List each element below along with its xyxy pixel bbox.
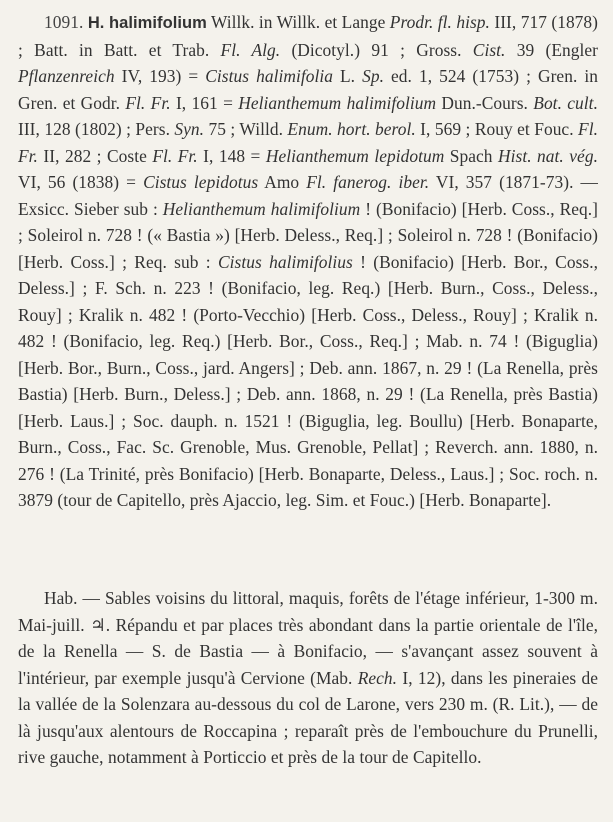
italic-citation-text: Helianthemum lepidotum <box>265 145 445 166</box>
citation-text: Willk. in Willk. et Lange <box>206 12 390 32</box>
species-name: H. halimifolium <box>87 14 207 32</box>
italic-citation-text: Cistus halimifolia <box>205 66 333 86</box>
citation-text: I, 161 = <box>170 92 239 113</box>
citation-text: . Répandu et par places très abondant dans la partie orientale de l'île, de la Renella — S. de Bastia — à Bonifacio, — s'avançant assez souvent à l'intérieur, par exemple jusqu'à Cervione (Mab. <box>18 614 598 688</box>
citation-text: 75 ; Willd. <box>204 119 288 139</box>
entry-number: 1091. <box>44 12 84 32</box>
citation-text: III, 128 (1802) ; Pers. <box>18 119 175 139</box>
citation-text: Dun.-Cours. <box>436 92 534 113</box>
species-entry-paragraph <box>18 9 598 514</box>
italic-citation-text: Helianthemum halimifolium <box>162 198 361 219</box>
citation-text: II, 282 ; Coste <box>37 145 153 166</box>
citation-text: I, 12), dans les pineraies de la vallée de la Solenzara au-dessous du col de Larone, vers 230 m. (R. Lit.), — de là jusqu'aux alentours de Roccapina ; reparaît près de l'embouchure du Prunelli, rive gauche, notamment à Porticcio et près de la tour de Capitello. <box>18 667 599 767</box>
habitat-text <box>18 588 598 767</box>
citation-text: VI, 56 (1838) = <box>18 172 144 192</box>
italic-citation-text: Helianthemum halimifolium <box>238 92 437 113</box>
italic-citation-text: ♃ <box>90 614 106 635</box>
citation-text: ed. 1, 524 (1753) ; Gren. in Gren. et Godr. <box>18 66 598 113</box>
italic-citation-text: Prodr. fl. hisp. <box>389 12 490 32</box>
citation-text: Hab. — Sables voisins du littoral, maquis, forêts de l'étage inférieur, 1-300 m. Mai-juill. <box>18 588 598 635</box>
citation-text: ! (Bonifacio) [Herb. Bor., Coss., Deless.] ; F. Sch. n. 223 ! (Bonifacio, leg. Req.) [Herb. Burn., Coss., Deless., Rouy] ; Kralik n. 482 ! (Porto-Vecchio) [Herb. Coss., Deless., Rouy] ; Kralik n. 482 ! (Bonifacio, leg. Req.) [Herb. Bor., Coss., Req.] ; Mab. n. 74 ! (Biguglia) [Herb. Bor., Burn., Coss., jard. Angers] ; Deb. ann. 1867, n. 29 ! (La Renella, près Bastia) [Herb. Burn., Deless.] ; Deb. ann. 1868, n. 29 ! (La Renella, près Bastia) [Herb. Laus.] ; Soc. dauph. n. 1521 ! (Biguglia, leg. Boullu) [Herb. Bonaparte, Burn., Coss., Fac. Sc. Grenoble, Mus. Grenoble, Pellat] ; Reverch. ann. 1880, n. 276 ! (La Trinité, près Bonifacio) [Herb. Bonaparte, Deless., Laus.] ; Soc. roch. n. 3879 (tour de Capitello, près Ajaccio, leg. Sim. et Fouc.) [Herb. Bonaparte]. <box>18 251 599 510</box>
italic-citation-text: Enum. hort. berol. <box>287 119 416 139</box>
citation-text: (Dicotyl.) 91 ; Gross. <box>280 39 473 60</box>
italic-citation-text: Sp. <box>362 66 384 86</box>
citation-text: 39 (Engler <box>505 39 598 60</box>
citation-text: I, 148 = <box>197 145 266 166</box>
italic-citation-text: Hist. nat. vég. <box>498 145 598 166</box>
italic-citation-text: Syn. <box>174 119 205 139</box>
citation-text: L. <box>332 66 363 86</box>
italic-citation-text: Fl. Fr. <box>152 145 198 166</box>
citation-text: VI, 357 (1871-73). — Exsicc. Sieber sub : <box>18 172 598 219</box>
citation-text: IV, 193) = <box>114 66 206 86</box>
italic-citation-text: Pflanzenreich <box>18 66 115 86</box>
citation-text: ! (Bonifacio) [Herb. Coss., Req.] ; Soleirol n. 728 ! (« Bastia ») [Herb. Deless., Req.] ; Soleirol n. 728 ! (Bonifacio) [Herb. Coss.] ; Req. sub : <box>18 198 598 272</box>
italic-citation-text: Cist. <box>472 39 506 60</box>
italic-citation-text: Bot. cult. <box>533 92 598 113</box>
citation-text: I, 569 ; Rouy et Fouc. <box>415 119 579 139</box>
italic-citation-text: Fl. Alg. <box>220 39 281 60</box>
italic-citation-text: Cistus lepidotus <box>143 172 259 192</box>
citation-text: Amo <box>258 172 307 192</box>
citation-text: Spach <box>444 145 499 166</box>
italic-citation-text: Fl. Fr. <box>125 92 171 113</box>
citation-text: III, 717 (1878) ; Batt. in Batt. et Trab. <box>18 12 599 60</box>
italic-citation-text: Cistus halimifolius <box>217 251 353 272</box>
italic-citation-text: Rech. <box>357 667 398 688</box>
habitat-paragraph <box>18 585 598 771</box>
italic-citation-text: Fl. Fr. <box>18 119 598 166</box>
entry-citations <box>18 12 598 510</box>
italic-citation-text: Fl. fanerog. iber. <box>306 172 430 192</box>
